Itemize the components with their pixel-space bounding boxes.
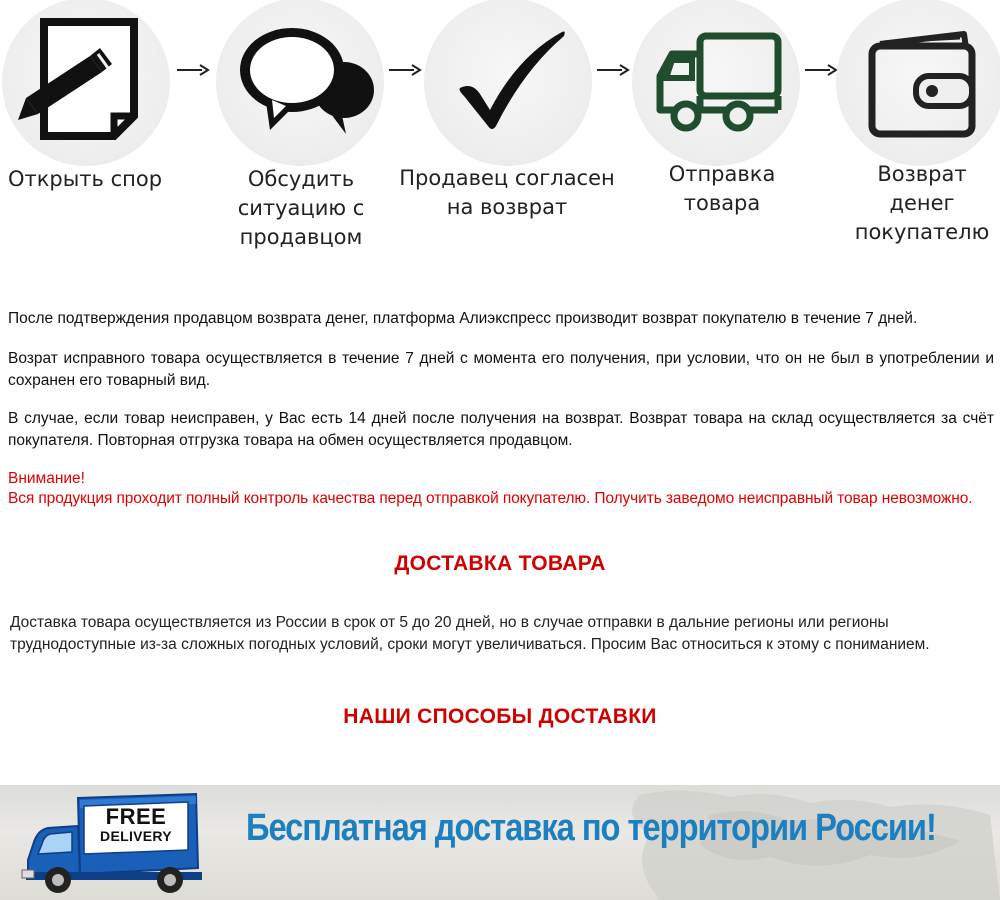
step-3-circle bbox=[424, 0, 592, 166]
step-2-circle bbox=[216, 0, 384, 166]
return-process-steps bbox=[0, 0, 1000, 270]
banner-slogan: Бесплатная доставка по территории России! bbox=[246, 807, 936, 849]
arrow-right-icon bbox=[176, 62, 210, 78]
step-1-label: Открыть спор bbox=[7, 167, 163, 191]
step-2-label: Обсудить ситуацию с продавцом bbox=[237, 167, 365, 249]
step-4-circle bbox=[632, 0, 800, 166]
checkmark-icon bbox=[424, 0, 592, 166]
returns-paragraph-1: После подтверждения продавцом возврата денег, платформа Алиэкспресс производит возврат покупателю в течение 7 дней. bbox=[8, 310, 918, 327]
arrow-right-icon bbox=[804, 62, 838, 78]
warning-text: Вся продукция проходит полный контроль качества перед отправкой покупателю. Получить заведомо неисправный товар невозможно. bbox=[8, 490, 973, 507]
wallet-icon bbox=[836, 0, 1000, 166]
truck-sign bbox=[84, 806, 188, 852]
arrow-right-icon bbox=[596, 62, 630, 78]
step-5-label: Возврат денег покупателю bbox=[854, 162, 990, 244]
step-5-circle bbox=[836, 0, 1000, 166]
truck-sign-line-2: DELIVERY bbox=[100, 828, 172, 844]
truck-sign-line-1: FREE bbox=[105, 804, 167, 829]
delivery-methods-heading: НАШИ СПОСОБЫ ДОСТАВКИ bbox=[343, 705, 657, 728]
document-pencil-icon bbox=[2, 0, 170, 166]
delivery-heading: ДОСТАВКА ТОВАРА bbox=[394, 552, 606, 575]
delivery-text: Доставка товара осуществляется из России в срок от 5 до 20 дней, но в случае отправки в дальние регионы или регионы труднодоступные из-за сложных погодных условий, сроки могут увеличиваться. Просим Вас относиться к этому с пониманием. bbox=[10, 614, 930, 653]
returns-paragraph-3: В случае, если товар неисправен, у Вас есть 14 дней после получения на возврат. Возврат товара на склад осуществляется за счёт покупателя. Повторная отгрузка товара на обмен осуществляется продавцом. bbox=[8, 410, 994, 449]
step-3-label: Продавец согласен на возврат bbox=[399, 166, 615, 219]
delivery-truck-icon bbox=[632, 0, 800, 166]
speech-bubbles-icon bbox=[216, 0, 384, 166]
returns-paragraph-2: Возрат исправного товара осуществляется в течение 7 дней с момента его получения, при условии, что он не был в употреблении и сохранен его товарный вид. bbox=[8, 350, 994, 389]
arrow-right-icon bbox=[388, 62, 422, 78]
step-4-label: Отправка товара bbox=[668, 162, 776, 215]
step-1-circle bbox=[2, 0, 170, 166]
warning-title: Внимание! bbox=[8, 470, 85, 487]
